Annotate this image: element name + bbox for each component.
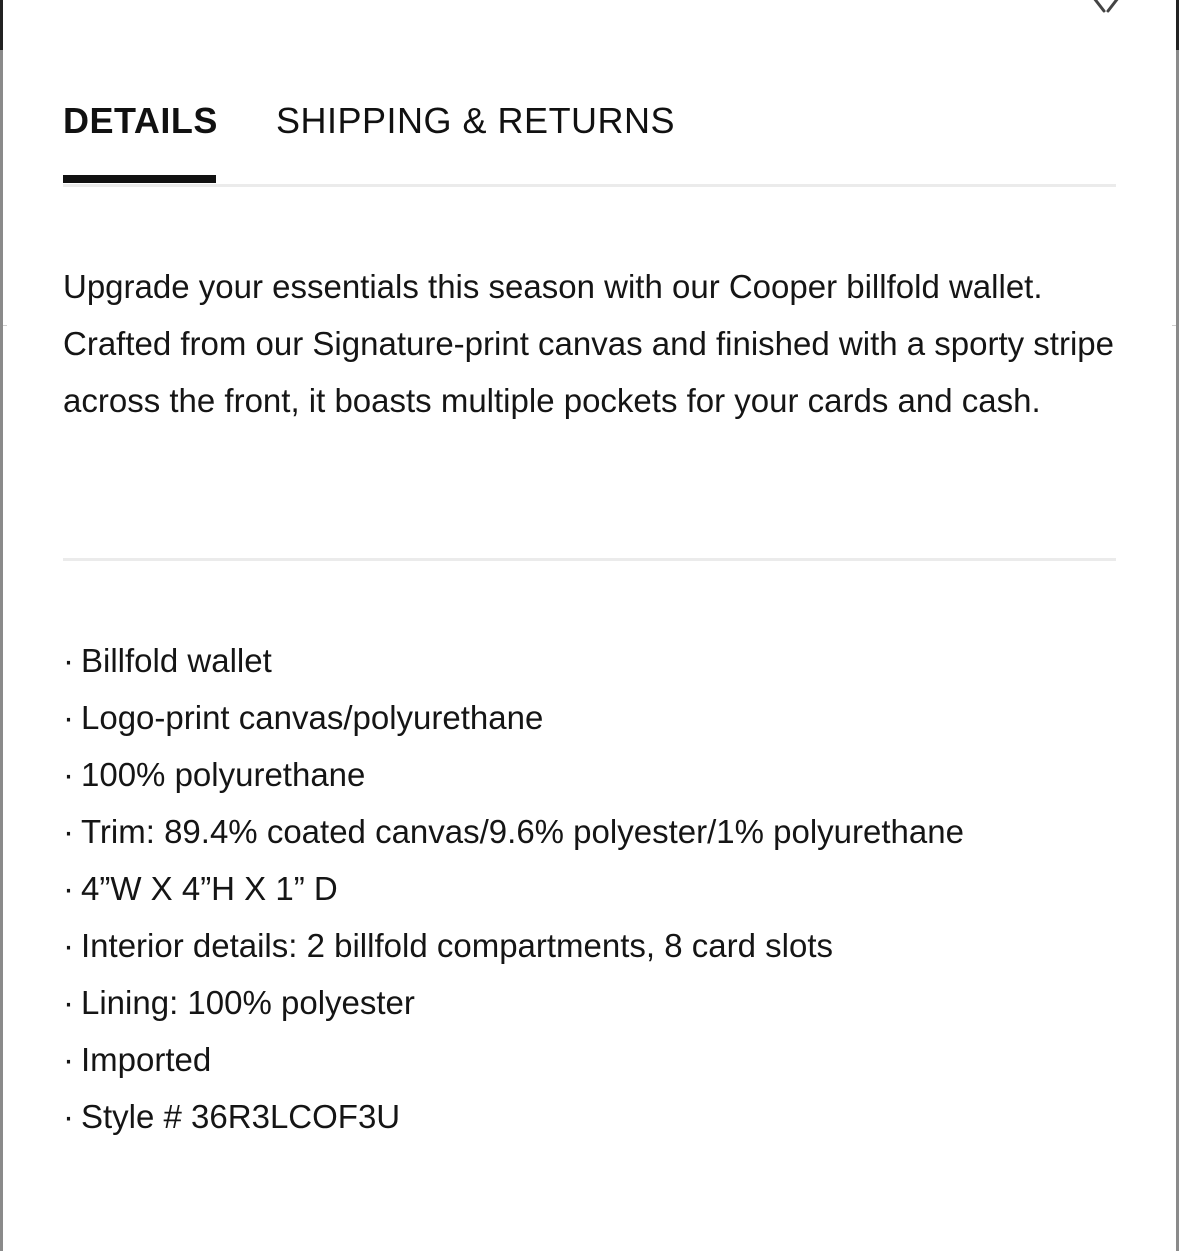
tab-details[interactable]: DETAILS [63,100,218,141]
bullet: · [63,699,74,736]
active-tab-indicator [63,175,216,183]
tab-bar [63,95,1116,187]
product-description: Upgrade your essentials this season with our Cooper billfold wallet. Crafted from our Signature-print canvas and finished with a sporty stripe across the front, it boasts multiple pockets for your cards and cash. [63,268,1115,419]
bullet: · [63,756,74,793]
section-divider [63,558,1116,561]
feature-item [63,746,1123,803]
feature-text: Interior details: 2 billfold compartments, 8 card slots [81,927,833,964]
feature-text: 100% polyurethane [81,756,366,793]
feature-list [63,632,1123,1145]
backdrop-line-left [3,325,7,326]
feature-text: Logo-print canvas/polyurethane [81,699,544,736]
feature-item [63,860,1123,917]
close-icon[interactable] [1075,0,1137,16]
bullet: · [63,813,74,850]
feature-item [63,632,1123,689]
bullet: · [63,642,74,679]
bullet: · [63,984,74,1021]
modal-left-edge [0,0,3,50]
bullet: · [63,1098,74,1135]
bullet: · [63,927,74,964]
feature-text: Imported [81,1041,212,1078]
tab-shipping-returns[interactable]: SHIPPING & RETURNS [276,100,676,141]
feature-text: 4”W X 4”H X 1” D [81,870,338,907]
feature-item [63,1031,1123,1088]
modal-left-border [0,50,3,1251]
bullet: · [63,870,74,907]
feature-text: Lining: 100% polyester [81,984,415,1021]
backdrop-line-right [1172,325,1176,326]
bullet: · [63,1041,74,1078]
tab-divider [63,184,1116,187]
feature-item [63,803,1123,860]
feature-text: Billfold wallet [81,642,272,679]
feature-item [63,689,1123,746]
feature-item [63,1088,1123,1145]
feature-text: Trim: 89.4% coated canvas/9.6% polyester/1% polyurethane [81,813,964,850]
feature-text: Style # 36R3LCOF3U [81,1098,401,1135]
feature-item [63,974,1123,1031]
close-button[interactable] [1075,0,1137,16]
feature-item [63,917,1123,974]
